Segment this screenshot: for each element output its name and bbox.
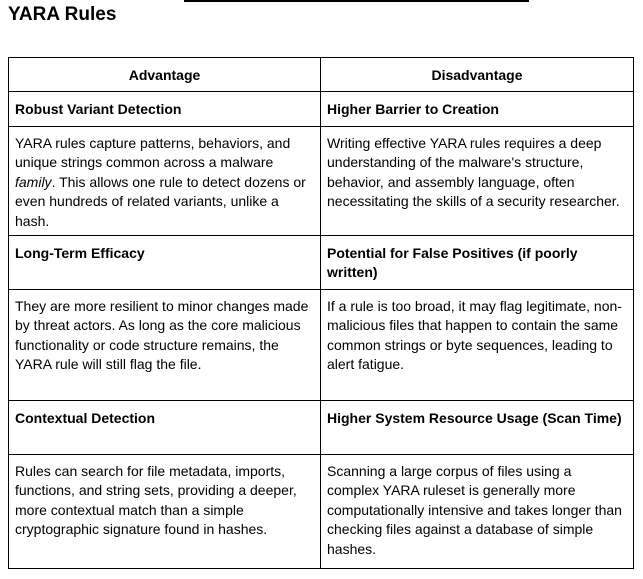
table-row [9,400,634,454]
advantage-description: Rules can search for file metadata, imports, functions, and string sets, providing a deeper, more contextual match than a simple cryptographic signature found in hashes. [15,462,297,537]
disadvantage-text-cell [321,126,634,235]
disadvantage-heading: Potential for False Positives (if poorly written) [327,244,578,280]
table-row [9,454,634,568]
disadvantage-heading-cell [321,235,634,289]
advantage-heading-cell [9,92,321,127]
table-row [9,289,634,400]
disadvantage-description: Writing effective YARA rules requires a deep understanding of the malware's structure, behavior, and assembly language, often necessitating the skills of a security researcher. [327,134,620,209]
advantage-description [15,134,314,232]
advantage-description-emphasis: family [15,173,52,190]
disadvantage-text-cell [321,289,634,400]
disadvantage-text-cell [321,454,634,568]
disadvantage-description: Scanning a large corpus of files using a complex YARA ruleset is generally more computationally intensive and takes longer than checking files against a database of simple hashes. [327,462,622,557]
header-advantage [9,58,321,92]
disadvantage-heading: Higher Barrier to Creation [327,101,499,117]
advantage-description-part: YARA rules capture patterns, behaviors, and unique strings common across a malware [15,134,291,170]
advantage-heading-cell [9,400,321,454]
table-header-row [9,58,634,92]
table-row [9,235,634,289]
advantages-disadvantages-table [8,57,634,569]
advantage-heading: Contextual Detection [15,409,156,426]
header-disadvantage-label: Disadvantage [431,66,523,83]
top-divider-line [184,0,529,2]
document-title: YARA Rules [8,4,117,25]
advantage-heading: Long-Term Efficacy [15,244,145,261]
advantage-heading-cell [9,235,321,289]
disadvantage-heading-cell [321,400,634,454]
disadvantage-heading-cell [321,92,634,127]
advantage-description: They are more resilient to minor changes made by threat actors. As long as the core malicious functionality or code structure remains, the YARA rule will still flag the file. [15,297,309,372]
advantage-text-cell [9,126,321,235]
table-row [9,126,634,235]
disadvantage-heading: Higher System Resource Usage (Scan Time) [327,409,622,426]
disadvantage-description: If a rule is too broad, it may flag legitimate, non-malicious files that happen to contain the same common strings or byte sequences, leading to alert fatigue. [327,297,622,372]
advantage-text-cell [9,289,321,400]
header-advantage-label: Advantage [128,66,201,83]
advantage-description-part: . This allows one rule to detect dozens or even hundreds of related variants, unlike a hash. [15,173,306,229]
header-disadvantage [321,58,634,92]
advantage-text-cell [9,454,321,568]
advantage-heading: Robust Variant Detection [15,101,182,117]
table-row [9,92,634,127]
